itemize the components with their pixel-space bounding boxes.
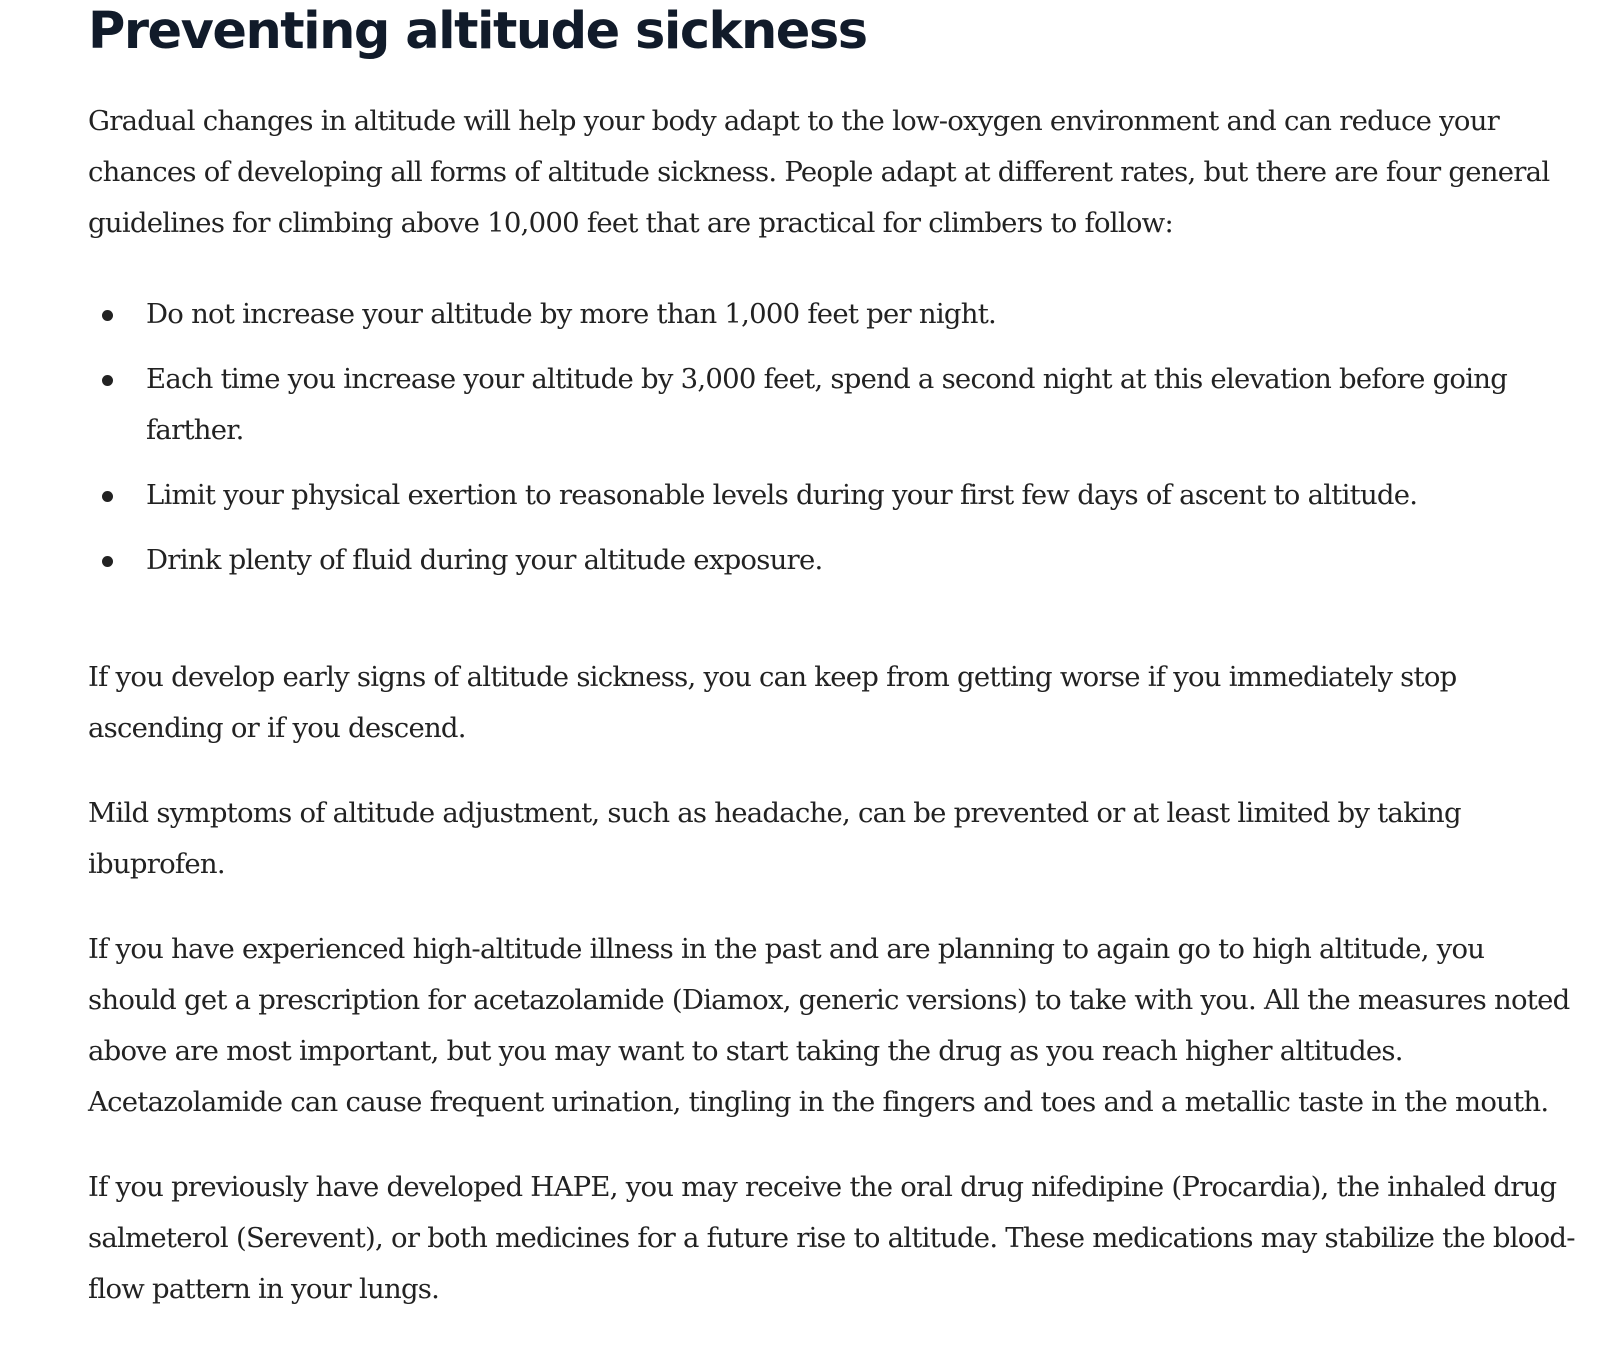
bullet-icon: [102, 556, 113, 567]
bullet-icon: [102, 310, 113, 321]
bullet-icon: [102, 491, 113, 502]
article: [88, 0, 1578, 1315]
list-item: [88, 535, 1578, 586]
list-item-text: Drink plenty of fluid during your altitude exposure.: [146, 544, 823, 576]
intro-paragraph: Gradual changes in altitude will help your body adapt to the low-oxygen environment and can reduce your chances of developing all forms of altitude sickness. People adapt at different rates, but there are four general guidelines for climbing above 10,000 feet that are practical for climbers to follow:: [88, 105, 1550, 239]
list-item: [88, 354, 1578, 456]
bullet-icon: [102, 375, 113, 386]
guidelines-list: [88, 289, 1578, 586]
body-paragraph: If you previously have developed HAPE, you may receive the oral drug nifedipine (Procardia), the inhaled drug salmeterol (Serevent), or both medicines for a future rise to altitude. These medications may stabilize the blood-flow pattern in your lungs.: [88, 1171, 1575, 1305]
list-item-text: Limit your physical exertion to reasonable levels during your first few days of ascent to altitude.: [146, 479, 1418, 511]
list-item: [88, 289, 1578, 340]
list-item-text: Do not increase your altitude by more than 1,000 feet per night.: [146, 298, 997, 330]
list-item-text: Each time you increase your altitude by 3,000 feet, spend a second night at this elevation before going farther.: [146, 363, 1508, 446]
body-paragraph: If you develop early signs of altitude sickness, you can keep from getting worse if you immediately stop ascending or if you descend.: [88, 661, 1457, 744]
body-paragraph: If you have experienced high-altitude illness in the past and are planning to again go to high altitude, you should get a prescription for acetazolamide (Diamox, generic versions) to take with you. All the measures noted above are most important, but you may want to start taking the drug as you reach higher altitudes. Acetazolamide can cause frequent urination, tingling in the fingers and toes and a metallic taste in the mouth.: [88, 933, 1570, 1118]
list-item: [88, 470, 1578, 521]
body-paragraph: Mild symptoms of altitude adjustment, such as headache, can be prevented or at least limited by taking ibuprofen.: [88, 797, 1461, 880]
page-title: Preventing altitude sickness: [88, 2, 867, 61]
